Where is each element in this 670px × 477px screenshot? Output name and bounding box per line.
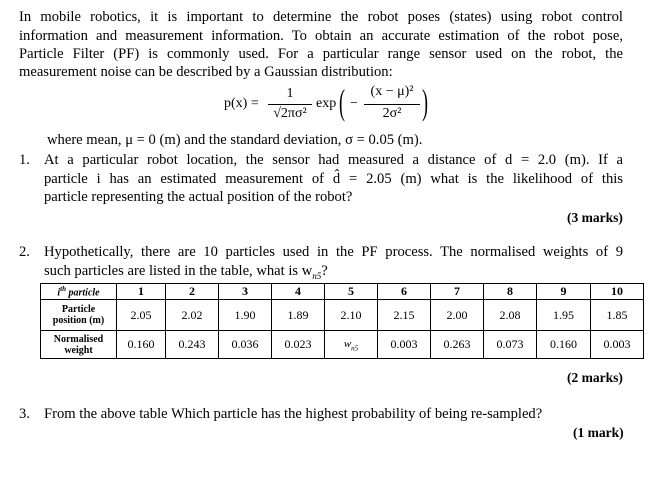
question-line: From the above table Which particle has the highest probability of being re-sampled? — [44, 406, 543, 422]
table-row — [41, 300, 644, 331]
question-number: 2. — [19, 244, 30, 260]
table-cell: 0.036 — [219, 331, 272, 359]
column-header: 7 — [431, 284, 484, 300]
table-header-row — [41, 284, 644, 300]
table-cell: 0.023 — [272, 331, 325, 359]
header-cell-particle: $i^{th}$ particle — [41, 284, 117, 300]
equation-numerator: 1 — [286, 86, 294, 101]
table-cell: 0.073 — [484, 331, 537, 359]
exp-numerator: (x − μ)² — [370, 84, 414, 99]
particle-table — [40, 283, 644, 359]
intro-line: Particle Filter (PF) is commonly used. For a particular range sensor used on the robot, the — [19, 46, 623, 62]
column-header: 2 — [166, 284, 219, 300]
column-header: 6 — [378, 284, 431, 300]
table-cell: 2.05 — [117, 300, 166, 331]
table-cell: 0.003 — [591, 331, 644, 359]
table-cell: 0.243 — [166, 331, 219, 359]
question-mark: ? — [321, 263, 328, 279]
fraction-bar — [268, 104, 312, 105]
column-header: 4 — [272, 284, 325, 300]
table-cell: 0.160 — [117, 331, 166, 359]
equation-minus: − — [350, 96, 358, 111]
column-header: 10 — [591, 284, 644, 300]
intro-line: information and measurement information. To obtain an accurate estimation of the robot pose, — [19, 28, 623, 44]
left-paren: ( — [339, 82, 345, 122]
table-cell: 2.10 — [325, 300, 378, 331]
table-cell: 0.003 — [378, 331, 431, 359]
equation-lhs: p(x) = — [224, 96, 259, 111]
exp-denominator: 2σ² — [382, 106, 402, 121]
exp-fraction-bar — [364, 104, 420, 105]
table-cell: 1.90 — [219, 300, 272, 331]
column-header: 3 — [219, 284, 272, 300]
table-cell: 2.08 — [484, 300, 537, 331]
table-cell: 1.89 — [272, 300, 325, 331]
equation-exp: exp — [316, 96, 337, 111]
right-paren: ) — [422, 82, 428, 122]
table-row — [41, 331, 644, 359]
weight-subscript: n5 — [312, 270, 322, 281]
question-line: At a particular robot location, the sensor had measured a distance of d = 2.0 (m). If a — [44, 152, 623, 168]
question-text: such particles are listed in the table, what is w — [44, 263, 313, 279]
table-cell: 2.00 — [431, 300, 484, 331]
marks-label: (2 marks) — [567, 370, 623, 385]
table-cell-unknown: $w_{n5}$ — [325, 331, 378, 359]
question-line: particle i has an estimated measurement of d̂ = 2.05 (m) what is the likelihood of this — [44, 171, 623, 187]
table-cell: 2.15 — [378, 300, 431, 331]
intro-line: measurement noise can be described by a Gaussian distribution: — [19, 64, 393, 80]
marks-label: (3 marks) — [567, 210, 623, 225]
column-header: 5 — [325, 284, 378, 300]
where-line: where mean, μ = 0 (m) and the standard deviation, σ = 0.05 (m). — [47, 132, 423, 148]
column-header: 8 — [484, 284, 537, 300]
question-line — [44, 262, 328, 285]
table-cell: 1.95 — [537, 300, 591, 331]
column-header: 1 — [117, 284, 166, 300]
question-number: 3. — [19, 406, 30, 422]
row-label: Particle position (m) — [41, 300, 117, 331]
table-cell: 2.02 — [166, 300, 219, 331]
question-line: particle representing the actual position of the robot? — [44, 189, 353, 205]
table-cell: 1.85 — [591, 300, 644, 331]
table-cell: 0.263 — [431, 331, 484, 359]
row-label: Normalised weight — [41, 331, 117, 359]
table-cell: 0.160 — [537, 331, 591, 359]
column-header: 9 — [537, 284, 591, 300]
intro-line: In mobile robotics, it is important to determine the robot poses (states) using robot control — [19, 9, 623, 25]
equation-denominator: √2πσ² — [273, 106, 307, 121]
question-line: Hypothetically, there are 10 particles used in the PF process. The normalised weights of 9 — [44, 244, 623, 260]
marks-label: (1 mark) — [573, 425, 624, 440]
question-number: 1. — [19, 152, 30, 168]
